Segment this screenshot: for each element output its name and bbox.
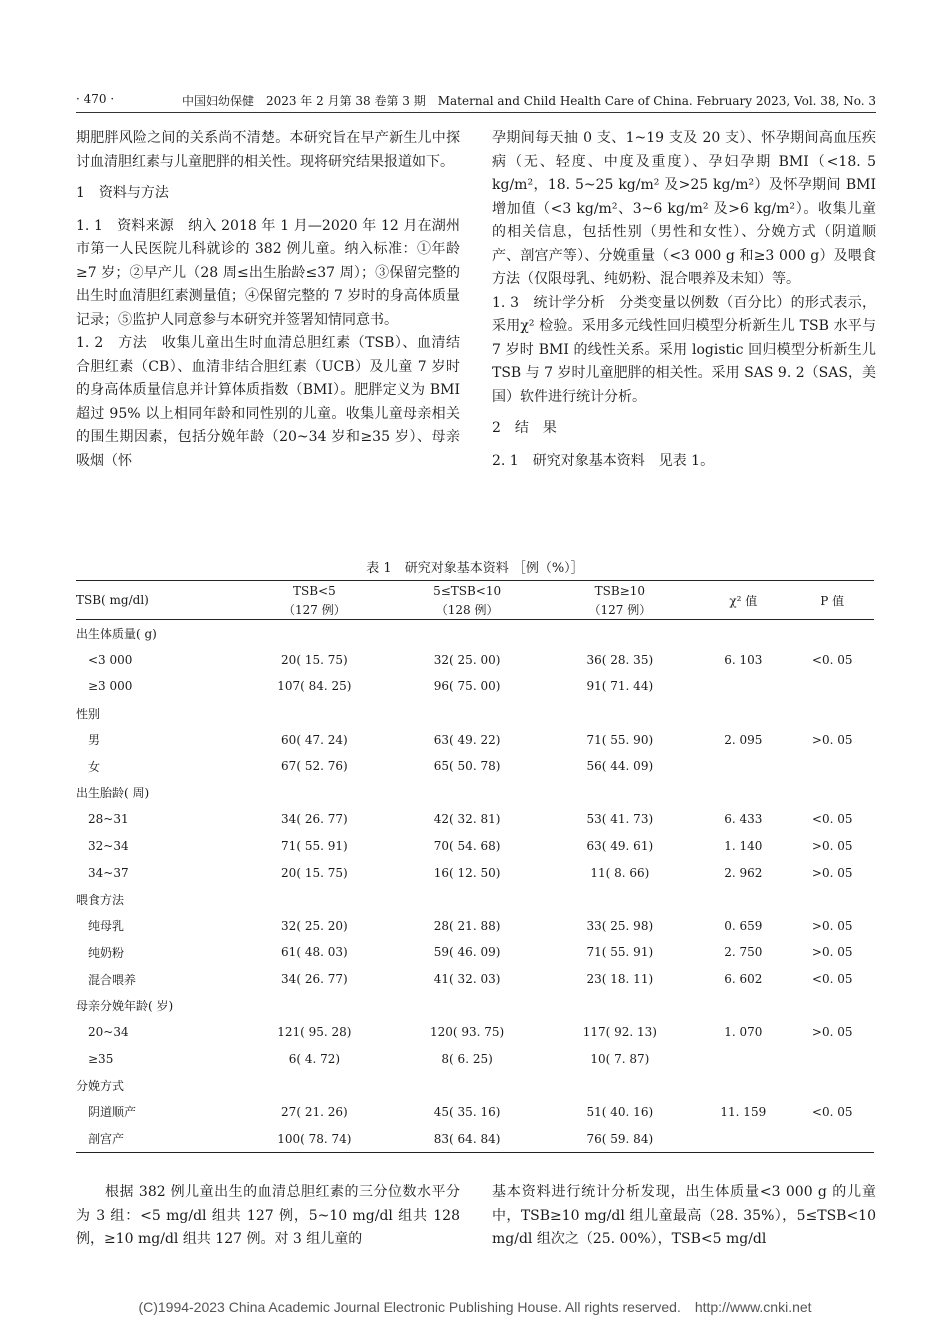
page-header <box>76 92 876 112</box>
table-cell <box>543 620 696 647</box>
table-row <box>76 753 874 780</box>
table-row-label: <3 000 <box>88 652 133 667</box>
table-cell <box>238 1072 391 1099</box>
table-cell <box>790 700 874 727</box>
table-header-subcell: （127 例） <box>238 600 391 620</box>
table-header-cell: χ² 值 <box>696 581 790 620</box>
table-row-label: 混合喂养 <box>88 972 137 987</box>
table-cell <box>790 886 874 913</box>
table-row <box>76 1125 874 1152</box>
table-cell: 67( 52. 76) <box>281 759 348 774</box>
table-cell: <0. 05 <box>811 972 853 987</box>
table-cell <box>238 620 391 647</box>
left-column <box>76 127 460 473</box>
table-cell: 23( 18. 11) <box>586 972 654 987</box>
table-row <box>76 833 874 860</box>
table-row-label: 阴道顺产 <box>88 1105 137 1120</box>
table-header-cell: 5≤TSB<10 <box>391 581 544 601</box>
table-cell: 71( 55. 90) <box>586 732 654 747</box>
table-cell: >0. 05 <box>811 839 853 854</box>
intro-paragraph: 期肥胖风险之间的关系尚不清楚。本研究旨在早产新生儿中探讨血清胆红素与儿童肥胖的相关性。现将研究结果报道如下。 <box>76 130 460 170</box>
table-row <box>76 913 874 940</box>
table-cell: 65( 50. 78) <box>433 759 501 774</box>
table-cell: 71( 55. 91) <box>281 839 348 854</box>
table-cell: >0. 05 <box>811 1025 853 1040</box>
table-row-label: 男 <box>88 733 101 748</box>
table-cell: 10( 7. 87) <box>590 1051 650 1066</box>
table-cell: 2. 095 <box>724 732 763 747</box>
table-cell <box>790 1072 874 1099</box>
table-row-label: ≥35 <box>88 1051 114 1066</box>
paragraph-analysis: 基本资料进行统计分析发现，出生体质量<3 000 g 的儿童中，TSB≥10 mg/dl 组儿童最高（28. 35%），5≤TSB<10 mg/dl 组次之（25. 00%），TSB<5 mg/dl <box>492 1184 876 1247</box>
table-cell <box>543 700 696 727</box>
table-cell: 34( 26. 77) <box>281 972 348 987</box>
table-cell: 8( 6. 25) <box>441 1051 493 1066</box>
table-cell <box>790 1046 874 1073</box>
table-cell: 83( 64. 84) <box>391 1125 544 1152</box>
table-category-row <box>76 700 874 727</box>
table-header-cell: TSB<5 <box>238 581 391 601</box>
table-row-label: 纯母乳 <box>88 919 125 934</box>
table-row <box>76 1046 874 1073</box>
table-cell: 91( 71. 44) <box>586 679 654 694</box>
table-cell <box>391 620 544 647</box>
table-cell: 121( 95. 28) <box>277 1025 352 1040</box>
table-cell <box>790 1125 874 1152</box>
table-cell: 53( 41. 73) <box>586 812 654 827</box>
paragraph-grouping: 根据 382 例儿童出生的血清总胆红素的三分位数水平分为 3 组：<5 mg/dl 组共 127 例，5~10 mg/dl 组共 128 例，≥10 mg/dl 组共 127 例。对 3 组儿童的 <box>76 1184 460 1247</box>
table-row-label: 出生胎龄( 周) <box>76 786 150 801</box>
table-cell <box>696 620 790 647</box>
table-cell: 1. 140 <box>724 839 763 854</box>
table-cell: 11( 8. 66) <box>590 865 650 880</box>
table-row-label: 32~34 <box>88 839 129 854</box>
table-cell <box>790 673 874 700</box>
table-cell: 71( 55. 91) <box>586 945 654 960</box>
table-cell <box>543 992 696 1019</box>
paragraph-methods: 1. 2 方法 收集儿童出生时血清总胆红素（TSB）、血清结合胆红素（CB）、血清非结合胆红素（UCB）及儿童 7 岁时的身高体质量信息并计算体质指数（BMI）。肥胖定义为 BMI 超过 95% 以上相同年龄和同性别的儿童。收集儿童母亲相关的围生期因素，包括分娩年龄（20~34 岁和≥35 岁）、母亲吸烟（怀 <box>76 335 460 469</box>
table-cell <box>543 886 696 913</box>
table-row <box>76 726 874 753</box>
table-cell: >0. 05 <box>811 945 853 960</box>
table-cell: 41( 32. 03) <box>433 972 501 987</box>
table-row-label: 34~37 <box>88 865 129 880</box>
table-cell <box>391 700 544 727</box>
table-category-row <box>76 1072 874 1099</box>
table-cell: 100( 78. 74) <box>238 1125 391 1152</box>
table-cell <box>391 886 544 913</box>
table-cell: 1. 070 <box>724 1025 763 1040</box>
table-cell <box>696 753 790 780</box>
table-cell: 2. 750 <box>724 945 763 960</box>
table-cell <box>543 780 696 807</box>
table-cell: <0. 05 <box>811 812 853 827</box>
table-cell: 117( 92. 13) <box>582 1025 657 1040</box>
table-cell <box>696 1046 790 1073</box>
table-row-label: 28~31 <box>88 812 129 827</box>
table-category-row <box>76 886 874 913</box>
table-category-row <box>76 620 874 647</box>
table-cell: 120( 93. 75) <box>429 1025 505 1040</box>
paragraph-methods-continued: 孕期间每天抽 0 支、1~19 支及 20 支）、怀孕期间高血压疾病（无、轻度、中度及重度）、孕妇孕期 BMI（<18. 5 kg/m²，18. 5~25 kg/m² 及>25 kg/m²）及怀孕期间 BMI 增加值（<3 kg/m²、3~6 kg/m² 及>6 kg/m²）。收集儿童的相关信息，包括性别（男性和女性）、分娩方式（阴道顺产、剖宫产等）、分娩重量（<3 000 g 和≥3 000 g）及喂食方法（仅限母乳、纯奶粉、混合喂养及未知）等。 <box>492 130 876 287</box>
table-cell: >0. 05 <box>811 918 853 933</box>
table-cell: 28( 21. 88) <box>433 918 501 933</box>
table-cell: <0. 05 <box>811 652 853 667</box>
table-cell: 32( 25. 00) <box>433 652 501 667</box>
table-cell: >0. 05 <box>811 732 853 747</box>
table-cell: 0. 659 <box>724 918 763 933</box>
table-row <box>76 673 874 700</box>
table-cell <box>391 1072 544 1099</box>
table-cell <box>696 780 790 807</box>
section-heading-methods: 1 资料与方法 <box>76 185 169 201</box>
table-cell: 42( 32. 81) <box>433 812 501 827</box>
table-cell: 11. 159 <box>720 1104 767 1119</box>
paragraph-statistics: 1. 3 统计学分析 分类变量以例数（百分比）的形式表示，采用χ² 检验。采用多元线性回归模型分析新生儿 TSB 水平与 7 岁时 BMI 的线性关系。采用 logistic 回归模型分析新生儿 TSB 与 7 岁时儿童肥胖的相关性。采用 SAS 9. 2（SAS，美国）软件进行统计分析。 <box>492 294 876 405</box>
right-column <box>492 127 876 473</box>
table-cell: 59( 46. 09) <box>433 945 501 960</box>
table-cell: 27( 21. 26) <box>281 1104 348 1119</box>
table-row-label: 女 <box>88 759 101 774</box>
table-row-label: 喂食方法 <box>76 892 125 907</box>
table-header-subcell: （127 例） <box>543 600 696 620</box>
table-row <box>76 939 874 966</box>
table-cell: 51( 40. 16) <box>586 1104 654 1119</box>
table-row-label: 母亲分娩年龄( 岁) <box>76 999 174 1014</box>
table-cell <box>238 886 391 913</box>
table-cell: 33( 25. 98) <box>586 918 654 933</box>
table-row <box>76 966 874 993</box>
table-cell <box>391 780 544 807</box>
table-cell <box>790 753 874 780</box>
table-row <box>76 647 874 674</box>
table-cell: 34( 26. 77) <box>281 812 348 827</box>
table-cell <box>696 700 790 727</box>
table-cell: 61( 48. 03) <box>281 945 348 960</box>
table-cell: <0. 05 <box>811 1104 853 1119</box>
table-cell: 16( 12. 50) <box>433 865 501 880</box>
table-row-label: 分娩方式 <box>76 1078 125 1093</box>
table-cell: 6( 4. 72) <box>288 1051 341 1066</box>
table-cell: 6. 433 <box>724 812 763 827</box>
table-cell: 60( 47. 24) <box>281 732 348 747</box>
paragraph-baseline: 2. 1 研究对象基本资料 见表 1。 <box>492 452 715 469</box>
bottom-left-column <box>76 1181 460 1252</box>
table-row-label: 剖宫产 <box>76 1125 238 1152</box>
table-cell: 20( 15. 75) <box>281 652 348 667</box>
table-cell: 56( 44. 09) <box>586 759 654 774</box>
table-cell: >0. 05 <box>811 865 853 880</box>
table-cell <box>696 673 790 700</box>
table-cell <box>238 780 391 807</box>
table-cell <box>696 992 790 1019</box>
table-cell: 36( 28. 35) <box>586 652 654 667</box>
table-cell: 63( 49. 22) <box>433 732 501 747</box>
table-cell: 76( 59. 84) <box>543 1125 696 1152</box>
table-category-row <box>76 780 874 807</box>
table-cell <box>543 1072 696 1099</box>
table-cell: 96( 75. 00) <box>433 679 501 694</box>
table-cell <box>790 992 874 1019</box>
table-header-cell: TSB( mg/dl) <box>76 581 238 620</box>
baseline-table <box>76 580 874 1153</box>
table-cell: 32( 25. 20) <box>281 918 348 933</box>
table-cell <box>238 992 391 1019</box>
table-cell: 70( 54. 68) <box>433 839 501 854</box>
table-cell: 2. 962 <box>724 865 763 880</box>
table-cell: 6. 602 <box>724 972 763 987</box>
header-rule <box>76 112 876 113</box>
table-row <box>76 1099 874 1126</box>
table-row-label: 20~34 <box>88 1025 129 1040</box>
table-row-label: ≥3 000 <box>88 679 133 694</box>
table-cell <box>696 1125 790 1152</box>
table-header-cell: TSB≥10 <box>543 581 696 601</box>
table-cell <box>696 886 790 913</box>
table-row <box>76 859 874 886</box>
table-category-row <box>76 992 874 1019</box>
table-cell <box>391 992 544 1019</box>
table-header-subcell: （128 例） <box>391 600 544 620</box>
table-cell <box>696 1072 790 1099</box>
table-cell: 107( 84. 25) <box>277 679 352 694</box>
table-row <box>76 806 874 833</box>
table-cell: 45( 35. 16) <box>433 1104 501 1119</box>
table-row <box>76 1019 874 1046</box>
table-row-label: 出生体质量( g) <box>76 626 157 641</box>
table-cell <box>790 780 874 807</box>
journal-running-head: 中国妇幼保健 2023 年 2 月第 38 卷第 3 期 Maternal and Child Health Care of China. February 2023, Vol. 38, No. 3 <box>181 94 876 108</box>
table-cell: 6. 103 <box>724 652 763 667</box>
table-cell: 63( 49. 61) <box>586 839 654 854</box>
bottom-right-column <box>492 1181 876 1252</box>
table-caption: 表 1 研究对象基本资料 ［例（%）］ <box>366 561 584 576</box>
table-row-label: 纯奶粉 <box>88 945 125 960</box>
copyright-footer: (C)1994-2023 China Academic Journal Electronic Publishing House. All rights reserved. http://www.cnki.net <box>138 1299 812 1315</box>
section-heading-results: 2 结 果 <box>492 420 557 436</box>
table-header-cell: P 值 <box>790 581 874 620</box>
table-row-label: 性别 <box>76 706 101 721</box>
table-cell: 20( 15. 75) <box>281 865 348 880</box>
paragraph-data-source: 1. 1 资料来源 纳入 2018 年 1 月—2020 年 12 月在湖州市第一人民医院儿科就诊的 382 例儿童。纳入标准：①年龄≥7 岁；②早产儿（28 周≤出生胎龄≤37 周）；③保留完整的出生时血清胆红素测量值；④保留完整的 7 岁时的身高体质量记录；⑤监护人同意参与本研究并签署知情同意书。 <box>76 217 460 328</box>
page-number: · 470 · <box>76 92 115 106</box>
table-cell <box>238 700 391 727</box>
table-cell <box>790 620 874 647</box>
